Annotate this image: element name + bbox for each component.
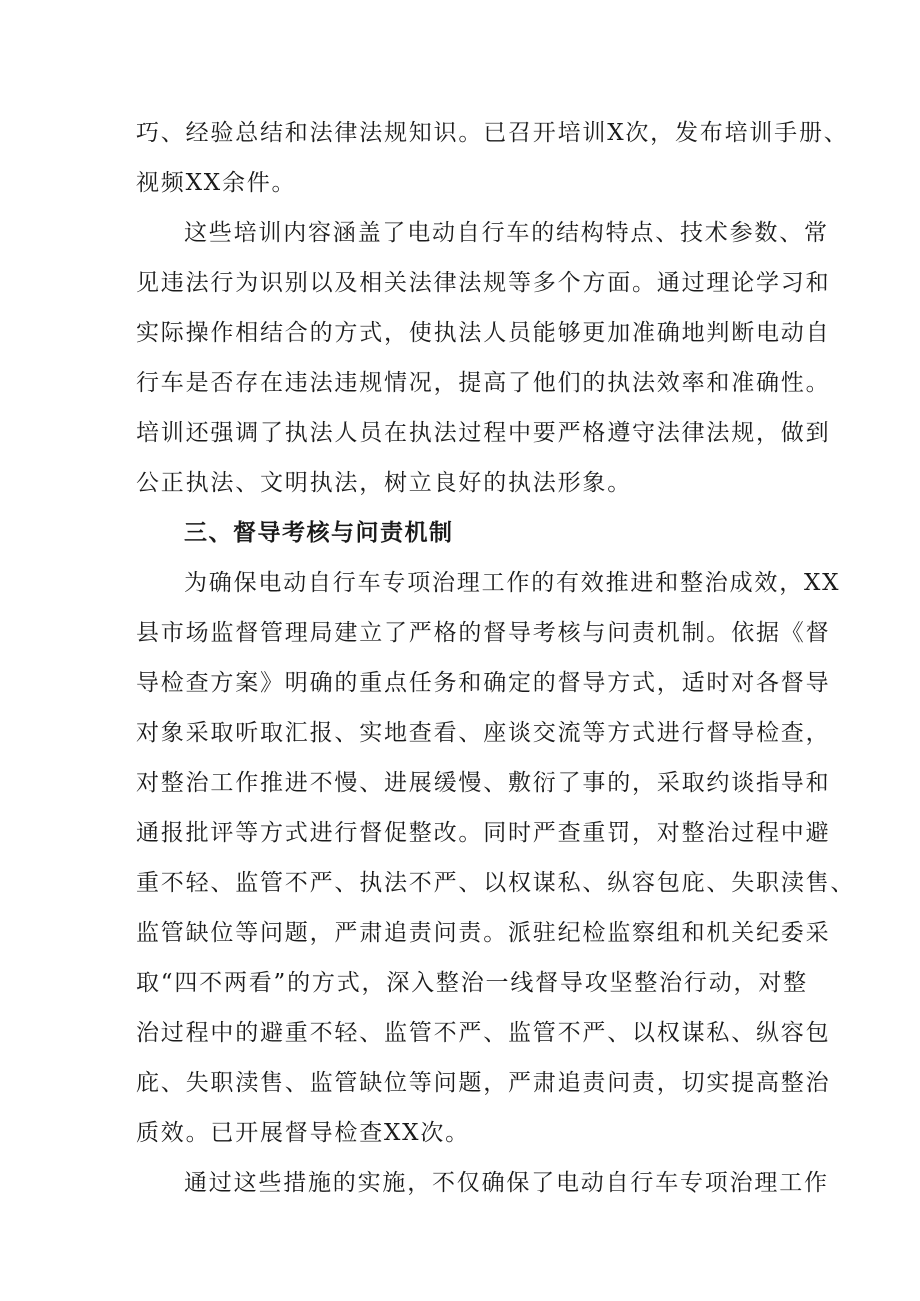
text-line: 质效。已开展督导检查XX次。 [136,1120,470,1146]
text-line: 监管缺位等问题，严肃追责问责。派驻纪检监察组和机关纪委采 [136,920,831,946]
text-line: 这些培训内容涵盖了电动自行车的结构特点、技术参数、常 [184,220,829,246]
document-body [136,108,856,1208]
text-line: 见违法行为识别以及相关法律法规等多个方面。通过理论学习和 [136,270,831,296]
text-line: 视频XX余件。 [136,170,297,196]
text-line: 实际操作相结合的方式，使执法人员能够更加准确地判断电动自 [136,320,831,346]
paragraph-measures-conclusion [136,1158,829,1208]
text-line: 巧、经验总结和法律法规知识。已召开培训X次，发布培训手册、 [136,120,849,146]
text-line: 培训还强调了执法人员在执法过程中要严格遵守法律法规，做到 [136,420,831,446]
text-line: 为确保电动自行车专项治理工作的有效推进和整治成效，XX [184,570,841,596]
text-line: 对象采取听取汇报、实地查看、座谈交流等方式进行督导检查， [136,720,831,746]
paragraph-supervision-mechanism [136,558,856,1158]
paragraph-training-summary [136,108,849,208]
text-line: 公正执法、文明执法，树立良好的执法形象。 [136,470,632,496]
text-line: 通过这些措施的实施，不仅确保了电动自行车专项治理工作 [184,1170,829,1196]
text-line: 治过程中的避重不轻、监管不严、监管不严、以权谋私、纵容包 [136,1020,831,1046]
text-line: 庇、失职渎售、监管缺位等问题，严肃追责问责，切实提高整治 [136,1070,831,1096]
text-line: 导检查方案》明确的重点任务和确定的督导方式，适时对各督导 [136,670,831,696]
paragraph-training-content [136,208,831,508]
text-line: 通报批评等方式进行督促整改。同时严查重罚，对整治过程中避 [136,820,831,846]
text-line: 取“四不两看”的方式，深入整治一线督导攻坚整治行动，对整 [136,970,808,996]
text-line: 县市场监督管理局建立了严格的督导考核与问责机制。依据《督 [136,620,831,646]
text-line: 对整治工作推进不慢、进展缓慢、敷衍了事的，采取约谈指导和 [136,770,831,796]
section-heading: 三、督导考核与问责机制 [184,520,454,546]
text-line: 行车是否存在违法违规情况，提高了他们的执法效率和准确性。 [136,370,831,396]
text-line: 重不轻、监管不严、执法不严、以权谋私、纵容包庇、失职渎售、 [136,870,856,896]
